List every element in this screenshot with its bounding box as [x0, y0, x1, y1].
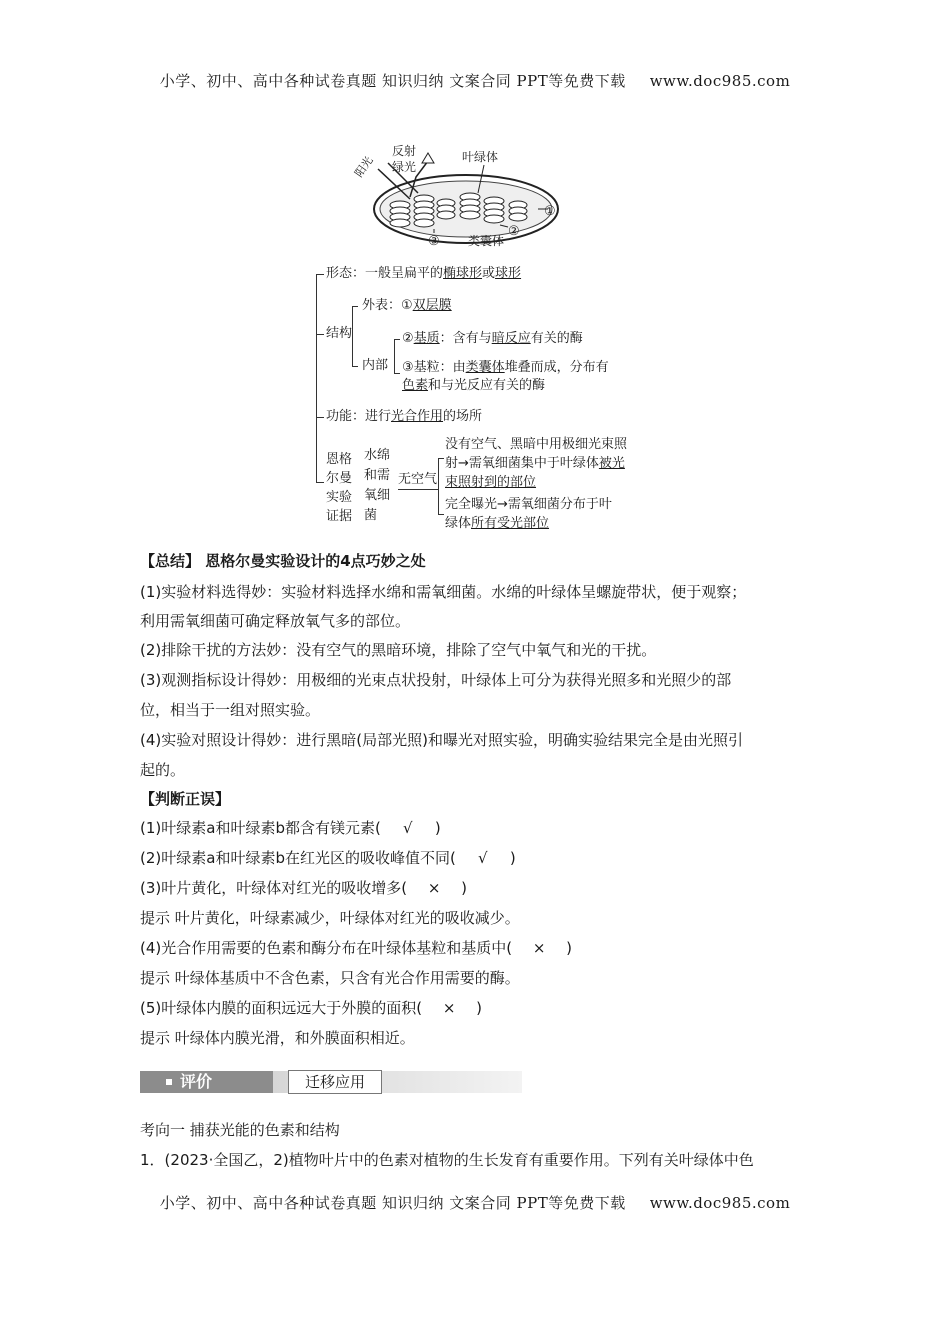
square-icon: [166, 1079, 172, 1085]
judge-hint5: 提示 叶绿体内膜光滑，和外膜面积相近。: [140, 1029, 415, 1047]
material-label: 水绵 和需 氧细 菌: [364, 448, 391, 523]
label-sunlight: 阳光: [352, 154, 376, 180]
judge-hint3: 提示 叶片黄化，叶绿素减少，叶绿体对红光的吸收减少。: [140, 909, 520, 927]
result2-line1: 完全曝光→需氧细菌分布于叶: [445, 497, 612, 512]
summary-p2: (2)排除干扰的方法妙：没有空气的黑暗环境，排除了空气中氧气和光的干扰。: [140, 641, 657, 659]
banner-label: 评价: [140, 1071, 273, 1093]
banner-tab: 迁移应用: [288, 1070, 382, 1094]
label-thylakoid: 类囊体: [468, 234, 505, 248]
section-banner: [140, 1067, 522, 1097]
grana-row: ③基粒：由类囊体堆叠而成，分布有: [402, 360, 609, 375]
judge-q5: (5)叶绿体内膜的面积远远大于外膜的面积( × ): [140, 999, 482, 1017]
label-outer-membrane: ①: [544, 204, 556, 219]
experiment-label: 恩格 尔曼 实验 证据: [326, 452, 353, 524]
label-grana: ③: [428, 234, 440, 249]
summary-p3-a: (3)观测指标设计得妙：用极细的光束点状投射，叶绿体上可分为获得光照多和光照少的部: [140, 671, 732, 689]
no-air-label: 无空气: [398, 472, 438, 487]
stroma-row: ②基质：含有与暗反应有关的酶: [402, 331, 583, 346]
summary-p1-a: (1)实验材料选得妙：实验材料选择水绵和需氧细菌。水绵的叶绿体呈螺旋带状，便于观察；: [140, 583, 747, 601]
result1-line2: 射→需氧细菌集中于叶绿体被光: [445, 456, 625, 471]
chloroplast-diagram: [352, 143, 578, 255]
label-reflect: 反射: [392, 144, 417, 158]
header-url[interactable]: www.doc985.com: [649, 72, 791, 90]
judge-q2: (2)叶绿素a和叶绿素b在红光区的吸收峰值不同( √ ): [140, 849, 516, 867]
label-green-light: 绿光: [392, 160, 417, 174]
header-text: 小学、初中、高中各种试卷真题 知识归纳 文案合同 PPT等免费下载: [159, 72, 626, 90]
result1-line3: 束照射到的部位: [445, 475, 537, 490]
judge-hint4: 提示 叶绿体基质中不含色素，只含有光合作用需要的酶。: [140, 969, 520, 987]
footer-text: 小学、初中、高中各种试卷真题 知识归纳 文案合同 PPT等免费下载: [159, 1194, 626, 1212]
mark-cross: ×: [442, 999, 456, 1017]
summary-p4-b: 起的。: [140, 761, 186, 779]
label-chloroplast: 叶绿体: [462, 150, 499, 164]
summary-title: 【总结】 恩格尔曼实验设计的4点巧妙之处: [140, 552, 426, 570]
mark-check: √: [478, 849, 488, 867]
section-heading: 考向一 捕获光能的色素和结构: [140, 1121, 340, 1139]
label-stroma: ②: [508, 224, 520, 239]
result1-line1: 没有空气、黑暗中用极细光束照: [445, 437, 628, 452]
mark-cross: ×: [427, 879, 441, 897]
summary-p4-a: (4)实验对照设计得妙：进行黑暗(局部光照)和曝光对照实验，明确实验结果完全是由光照引: [140, 731, 743, 749]
outer-row: 外表：①双层膜: [362, 298, 452, 313]
page-footer: [0, 1192, 950, 1213]
structure-label: 结构: [326, 326, 353, 341]
summary-p3-b: 位，相当于一组对照实验。: [140, 701, 321, 719]
question-1: 1．(2023·全国乙，2)植物叶片中的色素对植物的生长发育有重要作用。下列有关叶绿体中色: [140, 1151, 754, 1169]
judge-q4: (4)光合作用需要的色素和酶分布在叶绿体基粒和基质中( × ): [140, 939, 572, 957]
summary-p1-b: 利用需氧细菌可确定释放氧气多的部位。: [140, 612, 411, 630]
footer-url[interactable]: www.doc985.com: [649, 1194, 791, 1212]
judge-q3: (3)叶片黄化，叶绿体对红光的吸收增多( × ): [140, 879, 467, 897]
grana-row-2: 色素和与光反应有关的酶: [402, 378, 546, 393]
mark-check: √: [403, 819, 413, 837]
judge-title: 【判断正误】: [140, 790, 231, 808]
judge-q1: (1)叶绿素a和叶绿素b都含有镁元素( √ ): [140, 819, 441, 837]
result2-line2: 绿体所有受光部位: [445, 516, 550, 531]
form-row: 形态：一般呈扁平的椭球形或球形: [326, 266, 522, 281]
page-header: [0, 70, 950, 91]
mark-cross: ×: [532, 939, 546, 957]
function-row: 功能：进行光合作用的场所: [326, 409, 483, 424]
inner-label: 内部: [362, 358, 389, 373]
